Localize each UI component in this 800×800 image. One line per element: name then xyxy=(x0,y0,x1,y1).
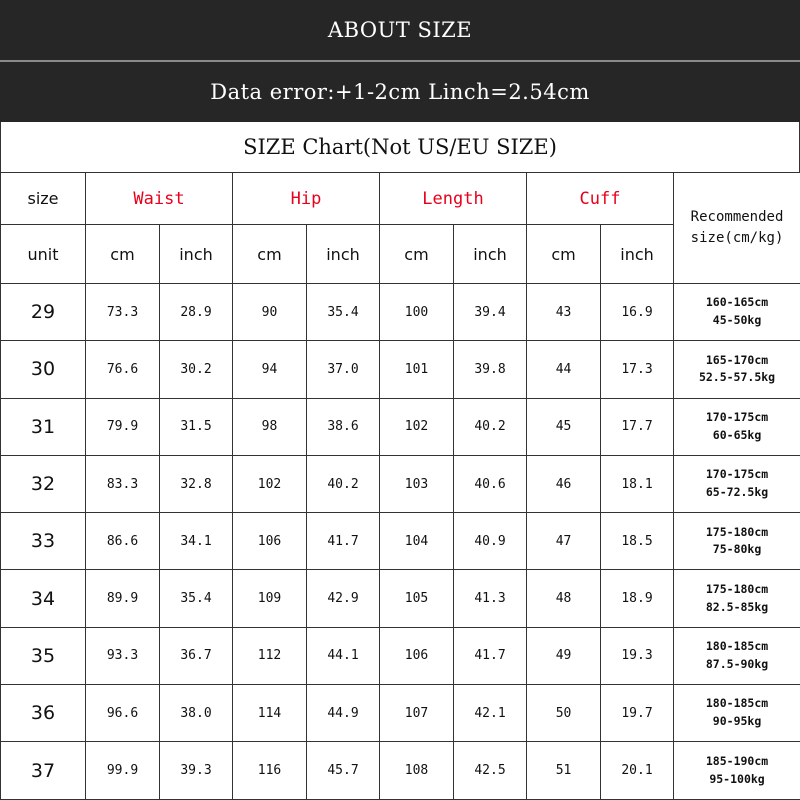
waist-inch-cell: 36.7 xyxy=(160,627,233,684)
length-inch-header: inch xyxy=(454,225,527,284)
size-cell: 29 xyxy=(1,284,86,341)
table-row xyxy=(1,398,800,455)
length-header: Length xyxy=(380,173,527,225)
recommended-header-line2: size(cm/kg) xyxy=(690,230,784,246)
recommended-height: 180-185cm xyxy=(705,696,769,711)
cuff-inch-cell: 18.9 xyxy=(601,570,674,627)
hip-inch-cell: 42.9 xyxy=(307,570,380,627)
cuff-cm-cell: 43 xyxy=(527,284,601,341)
size-cell: 37 xyxy=(1,742,86,799)
length-cm-cell: 100 xyxy=(380,284,454,341)
cuff-inch-cell: 18.5 xyxy=(601,513,674,570)
recommended-weight: 95-100kg xyxy=(709,771,765,786)
recommended-cell xyxy=(674,341,800,398)
recommended-height: 185-190cm xyxy=(705,753,769,768)
group-header-row xyxy=(1,173,800,225)
recommended-weight: 87.5-90kg xyxy=(705,656,769,671)
recommended-height: 170-175cm xyxy=(705,467,769,482)
table-row xyxy=(1,341,800,398)
recommended-weight: 82.5-85kg xyxy=(705,599,769,614)
length-inch-cell: 39.4 xyxy=(454,284,527,341)
recommended-weight: 90-95kg xyxy=(712,714,762,729)
cuff-inch-cell: 19.3 xyxy=(601,627,674,684)
recommended-cell xyxy=(674,627,800,684)
hip-cm-cell: 102 xyxy=(233,455,307,512)
cuff-cm-cell: 51 xyxy=(527,742,601,799)
cuff-inch-cell: 16.9 xyxy=(601,284,674,341)
table-row xyxy=(1,570,800,627)
cuff-inch-cell: 20.1 xyxy=(601,742,674,799)
hip-cm-cell: 109 xyxy=(233,570,307,627)
length-inch-cell: 39.8 xyxy=(454,341,527,398)
waist-cm-cell: 93.3 xyxy=(86,627,160,684)
size-header: size xyxy=(1,173,86,225)
length-cm-cell: 104 xyxy=(380,513,454,570)
recommended-cell xyxy=(674,398,800,455)
hip-cm-cell: 112 xyxy=(233,627,307,684)
size-cell: 36 xyxy=(1,685,86,742)
hip-inch-cell: 38.6 xyxy=(307,398,380,455)
hip-inch-cell: 35.4 xyxy=(307,284,380,341)
length-inch-cell: 41.3 xyxy=(454,570,527,627)
length-inch-cell: 40.2 xyxy=(454,398,527,455)
length-cm-cell: 106 xyxy=(380,627,454,684)
hip-inch-cell: 41.7 xyxy=(307,513,380,570)
waist-cm-cell: 99.9 xyxy=(86,742,160,799)
recommended-size-header xyxy=(674,173,800,284)
recommended-cell xyxy=(674,284,800,341)
recommended-height: 175-180cm xyxy=(705,524,769,539)
recommended-weight: 75-80kg xyxy=(712,542,762,557)
recommended-weight: 45-50kg xyxy=(712,313,762,328)
hip-cm-cell: 114 xyxy=(233,685,307,742)
table-row xyxy=(1,513,800,570)
table-row xyxy=(1,455,800,512)
hip-cm-cell: 90 xyxy=(233,284,307,341)
cuff-inch-header: inch xyxy=(601,225,674,284)
waist-cm-cell: 83.3 xyxy=(86,455,160,512)
cuff-cm-cell: 44 xyxy=(527,341,601,398)
waist-cm-cell: 76.6 xyxy=(86,341,160,398)
waist-inch-cell: 34.1 xyxy=(160,513,233,570)
table-row xyxy=(1,284,800,341)
table-row xyxy=(1,627,800,684)
page-title: ABOUT SIZE xyxy=(327,18,473,42)
recommended-height: 170-175cm xyxy=(705,409,769,424)
size-cell: 32 xyxy=(1,455,86,512)
hip-cm-cell: 98 xyxy=(233,398,307,455)
size-chart-title xyxy=(0,122,800,172)
hip-inch-cell: 44.9 xyxy=(307,685,380,742)
size-cell: 35 xyxy=(1,627,86,684)
waist-inch-cell: 28.9 xyxy=(160,284,233,341)
waist-cm-cell: 79.9 xyxy=(86,398,160,455)
length-cm-cell: 101 xyxy=(380,341,454,398)
recommended-height: 165-170cm xyxy=(705,352,769,367)
hip-cm-cell: 106 xyxy=(233,513,307,570)
waist-inch-cell: 39.3 xyxy=(160,742,233,799)
size-cell: 31 xyxy=(1,398,86,455)
length-cm-cell: 103 xyxy=(380,455,454,512)
hip-cm-cell: 116 xyxy=(233,742,307,799)
size-cell: 30 xyxy=(1,341,86,398)
cuff-cm-cell: 50 xyxy=(527,685,601,742)
length-cm-cell: 108 xyxy=(380,742,454,799)
recommended-cell xyxy=(674,570,800,627)
hip-inch-cell: 37.0 xyxy=(307,341,380,398)
cuff-cm-cell: 48 xyxy=(527,570,601,627)
cuff-inch-cell: 17.7 xyxy=(601,398,674,455)
waist-inch-header: inch xyxy=(160,225,233,284)
recommended-weight: 65-72.5kg xyxy=(705,485,769,500)
recommended-weight: 60-65kg xyxy=(712,427,762,442)
length-cm-header: cm xyxy=(380,225,454,284)
waist-cm-cell: 86.6 xyxy=(86,513,160,570)
cuff-inch-cell: 17.3 xyxy=(601,341,674,398)
length-inch-cell: 40.6 xyxy=(454,455,527,512)
length-cm-cell: 102 xyxy=(380,398,454,455)
size-chart-title-text: SIZE Chart(Not US/EU SIZE) xyxy=(243,135,557,159)
length-inch-cell: 40.9 xyxy=(454,513,527,570)
size-chart-table xyxy=(0,172,800,800)
length-inch-cell: 41.7 xyxy=(454,627,527,684)
hip-inch-header: inch xyxy=(307,225,380,284)
table-row xyxy=(1,685,800,742)
hip-header: Hip xyxy=(233,173,380,225)
waist-inch-cell: 31.5 xyxy=(160,398,233,455)
size-cell: 33 xyxy=(1,513,86,570)
recommended-cell xyxy=(674,513,800,570)
length-cm-cell: 107 xyxy=(380,685,454,742)
data-error-note: Data error:+1-2cm Linch=2.54cm xyxy=(210,80,590,104)
waist-inch-cell: 32.8 xyxy=(160,455,233,512)
length-inch-cell: 42.1 xyxy=(454,685,527,742)
recommended-cell xyxy=(674,742,800,799)
waist-cm-header: cm xyxy=(86,225,160,284)
cuff-header: Cuff xyxy=(527,173,674,225)
waist-inch-cell: 30.2 xyxy=(160,341,233,398)
length-cm-cell: 105 xyxy=(380,570,454,627)
recommended-cell xyxy=(674,685,800,742)
recommended-header-line1: Recommended xyxy=(690,209,784,225)
hip-inch-cell: 44.1 xyxy=(307,627,380,684)
hip-cm-cell: 94 xyxy=(233,341,307,398)
cuff-inch-cell: 19.7 xyxy=(601,685,674,742)
hip-inch-cell: 45.7 xyxy=(307,742,380,799)
waist-inch-cell: 38.0 xyxy=(160,685,233,742)
recommended-height: 175-180cm xyxy=(705,581,769,596)
about-size-banner xyxy=(0,0,800,62)
waist-cm-cell: 96.6 xyxy=(86,685,160,742)
cuff-cm-cell: 46 xyxy=(527,455,601,512)
waist-cm-cell: 73.3 xyxy=(86,284,160,341)
cuff-cm-header: cm xyxy=(527,225,601,284)
size-cell: 34 xyxy=(1,570,86,627)
waist-header: Waist xyxy=(86,173,233,225)
cuff-inch-cell: 18.1 xyxy=(601,455,674,512)
table-row xyxy=(1,742,800,799)
cuff-cm-cell: 49 xyxy=(527,627,601,684)
cuff-cm-cell: 47 xyxy=(527,513,601,570)
hip-cm-header: cm xyxy=(233,225,307,284)
cuff-cm-cell: 45 xyxy=(527,398,601,455)
length-inch-cell: 42.5 xyxy=(454,742,527,799)
waist-cm-cell: 89.9 xyxy=(86,570,160,627)
recommended-cell xyxy=(674,455,800,512)
recommended-weight: 52.5-57.5kg xyxy=(698,370,776,385)
recommended-height: 180-185cm xyxy=(705,639,769,654)
data-error-banner xyxy=(0,62,800,122)
unit-header: unit xyxy=(1,225,86,284)
recommended-height: 160-165cm xyxy=(705,295,769,310)
waist-inch-cell: 35.4 xyxy=(160,570,233,627)
hip-inch-cell: 40.2 xyxy=(307,455,380,512)
